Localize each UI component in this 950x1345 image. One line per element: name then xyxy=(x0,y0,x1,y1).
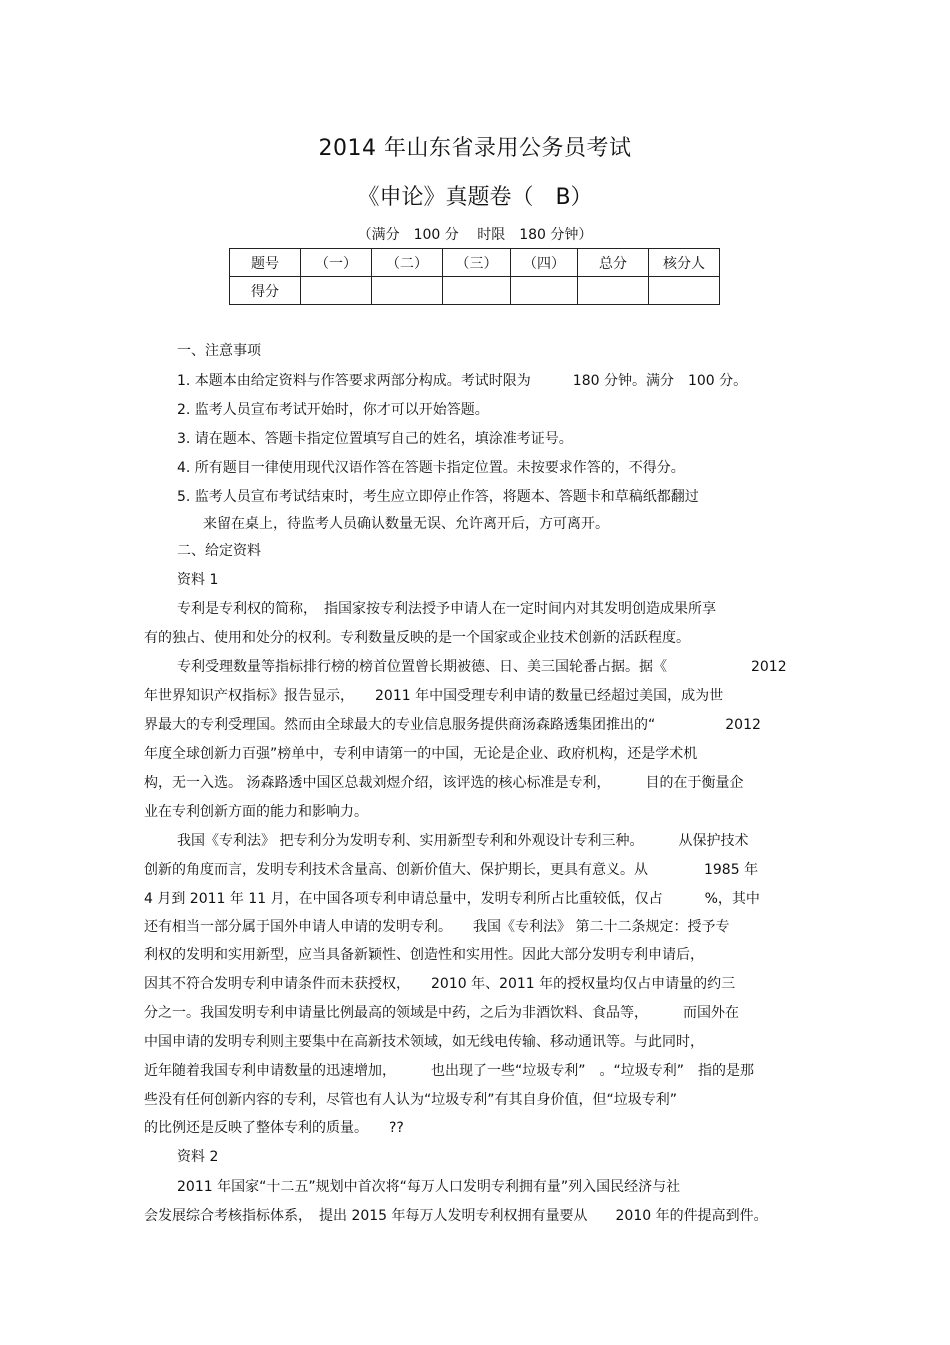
score-table-score-row xyxy=(230,277,720,305)
paragraph-line: 的比例还是反映了整体专利的质量。 ?? xyxy=(144,1120,404,1136)
paragraph-line: 会发展综合考核指标体系， 提出 2015 年每万人发明专利权拥有量要从 2010 年的件提高到件。 xyxy=(144,1208,768,1224)
paragraph-line: 年度全球创新力百强”榜单中，专利申请第一的中国，无论是企业、政府机构，还是学术机 xyxy=(144,746,698,762)
score-table-cell: 得分 xyxy=(230,277,301,305)
score-blank-cell xyxy=(578,277,649,305)
material-heading: 资料 1 xyxy=(177,572,219,588)
material-heading: 资料 2 xyxy=(177,1149,219,1165)
paragraph-line: 创新的角度而言，发明专利技术含量高、创新价值大、保护期长，更具有意义。从 1985 年 xyxy=(144,862,759,878)
score-table-header-row xyxy=(230,249,720,277)
paragraph-line: 有的独占、使用和处分的权利。专利数量反映的是一个国家或企业技术创新的活跃程度。 xyxy=(144,630,690,646)
score-table-cell: （四） xyxy=(511,249,578,277)
exam-meta: （满分 100 分 时限 180 分钟） xyxy=(357,227,593,243)
paragraph-line: 些没有任何创新内容的专利，尽管也有人认为“垃圾专利”有其自身价值，但“垃圾专利” xyxy=(144,1092,678,1108)
paragraph-line: 因其不符合发明专利申请条件而未获授权， 2010 年、2011 年的授权量均仅占申请量的约三 xyxy=(144,976,736,992)
score-blank-cell xyxy=(301,277,372,305)
paragraph-line: 专利是专利权的简称， 指国家按专利法授予申请人在一定时间内对其发明创造成果所享 xyxy=(177,601,716,617)
notice-item: 3. 请在题本、答题卡指定位置填写自己的姓名，填涂准考证号。 xyxy=(177,431,573,447)
paragraph-line: 我国《专利法》 把专利分为发明专利、实用新型专利和外观设计专利三种。 从保护技术 xyxy=(177,833,749,849)
score-blank-cell xyxy=(649,277,720,305)
section-heading: 二、给定资料 xyxy=(177,543,261,559)
score-table-cell: 题号 xyxy=(230,249,301,277)
paragraph-line: 界最大的专利受理国。然而由全球最大的专业信息服务提供商汤森路透集团推出的“ 2012 xyxy=(144,717,761,733)
section-heading: 一、注意事项 xyxy=(177,343,261,359)
paragraph-line: 还有相当一部分属于国外申请人申请的发明专利。 我国《专利法》 第二十二条规定：授予专 xyxy=(144,919,730,935)
notice-item: 1. 本题本由给定资料与作答要求两部分构成。考试时限为 180 分钟。满分 100 分。 xyxy=(177,373,748,389)
paragraph-line: 分之一。我国发明专利申请量比例最高的领域是中药，之后为非酒饮料、食品等， 而国外在 xyxy=(144,1005,739,1021)
score-blank-cell xyxy=(372,277,443,305)
paragraph-line: 构，无一入选。 汤森路透中国区总裁刘煜介绍，该评选的核心标准是专利， 目的在于衡量企 xyxy=(144,775,744,791)
exam-title: 2014 年山东省录用公务员考试 xyxy=(318,136,632,161)
score-table-cell: 核分人 xyxy=(649,249,720,277)
notice-item: 5. 监考人员宣布考试结束时，考生应立即停止作答，将题本、答题卡和草稿纸都翻过 xyxy=(177,489,699,505)
score-blank-cell xyxy=(443,277,511,305)
notice-item: 2. 监考人员宣布考试开始时，你才可以开始答题。 xyxy=(177,402,489,418)
paragraph-line: 利权的发明和实用新型，应当具备新颖性、创造性和实用性。因此大部分发明专利申请后， xyxy=(144,947,704,963)
score-table-cell: （二） xyxy=(372,249,443,277)
paper-title: 《申论》真题卷（ B） xyxy=(357,185,593,210)
paragraph-line: 近年随着我国专利申请数量的迅速增加， 也出现了一些“垃圾专利” 。“垃圾专利” 指的是那 xyxy=(144,1063,755,1079)
paragraph-line: 2011 年国家“十二五”规划中首次将“每万人口发明专利拥有量”列入国民经济与社 xyxy=(177,1179,681,1195)
paragraph-line: 专利受理数量等指标排行榜的榜首位置曾长期被德、日、美三国轮番占据。据《 2012 xyxy=(177,659,787,675)
notice-item-continuation: 来留在桌上，待监考人员确认数量无误、允许离开后，方可离开。 xyxy=(203,516,609,532)
score-table-cell: （三） xyxy=(443,249,511,277)
score-table-cell: （一） xyxy=(301,249,372,277)
paragraph-line: 4 月到 2011 年 11 月，在中国各项专利申请总量中，发明专利所占比重较低，仅占 %，其中 xyxy=(144,891,760,907)
score-blank-cell xyxy=(511,277,578,305)
paragraph-line: 中国申请的发明专利则主要集中在高新技术领域，如无线电传输、移动通讯等。与此同时， xyxy=(144,1034,704,1050)
paragraph-line: 业在专利创新方面的能力和影响力。 xyxy=(144,804,368,820)
score-table xyxy=(229,248,720,305)
notice-item: 4. 所有题目一律使用现代汉语作答在答题卡指定位置。未按要求作答的，不得分。 xyxy=(177,460,685,476)
score-table-cell: 总分 xyxy=(578,249,649,277)
paragraph-line: 年世界知识产权指标》报告显示， 2011 年中国受理专利申请的数量已经超过美国，成为世 xyxy=(144,688,724,704)
